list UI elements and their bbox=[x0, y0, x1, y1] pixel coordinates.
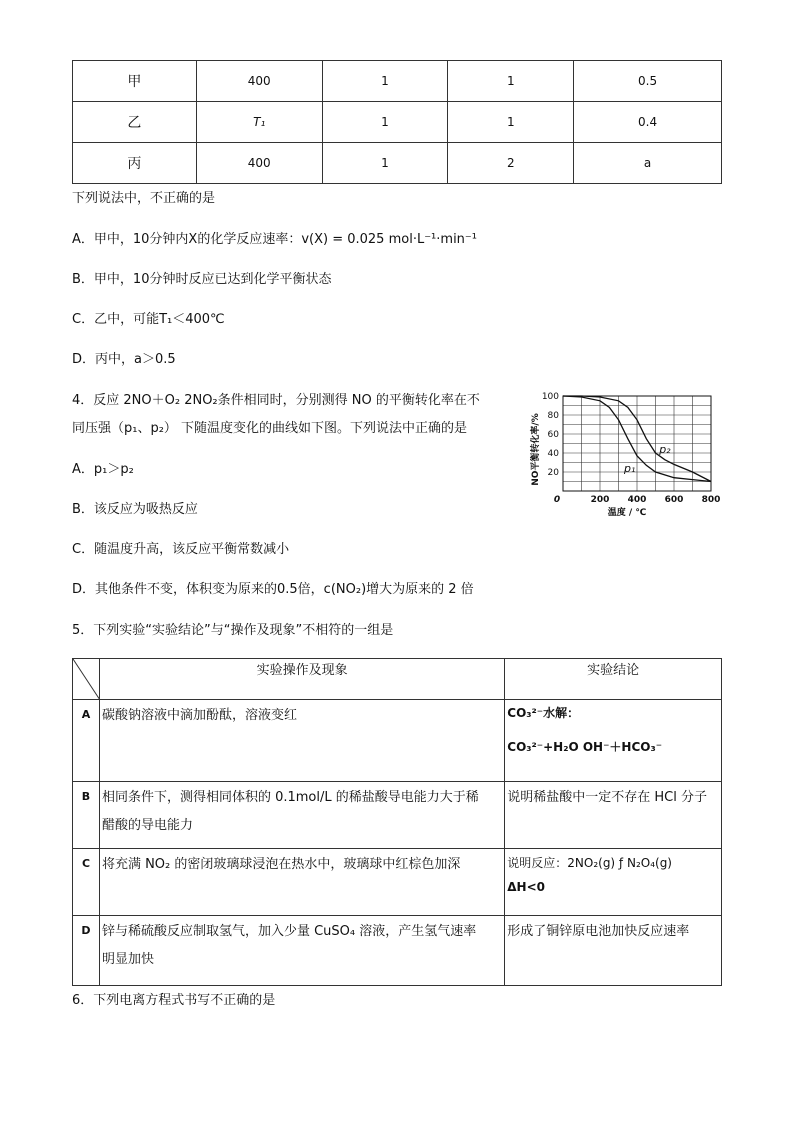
x-tick-label: 0 bbox=[553, 495, 561, 505]
table-row bbox=[73, 849, 722, 916]
operation-text: 碳酸钠溶液中滴加酚酞，溶液变红 bbox=[101, 708, 297, 723]
q5-stem: 5．下列实验“实验结论”与“操作及现象”不相符的一组是 bbox=[72, 623, 394, 638]
table-cell: 1 bbox=[448, 102, 574, 143]
operation-text: 锌与稀硫酸反应制取氢气，加入少量 CuSO₄ 溶液，产生氢气速率 bbox=[101, 924, 477, 939]
x-tick-label: 200 bbox=[590, 495, 610, 505]
q4-option-b: B．该反应为吸热反应 bbox=[72, 502, 198, 517]
operation-cell bbox=[99, 849, 504, 916]
data-table-1 bbox=[72, 60, 722, 184]
series-label: p₂ bbox=[659, 443, 671, 456]
q4-option-c: C．随温度升高，该反应平衡常数减小 bbox=[72, 542, 290, 557]
q3-option-d: D．丙中，a＞0.5 bbox=[72, 352, 176, 367]
conversion-chart bbox=[528, 388, 728, 523]
table-cell: a bbox=[574, 143, 722, 184]
y-tick-label: 60 bbox=[547, 430, 559, 440]
q4-option-a: A．p₁＞p₂ bbox=[72, 462, 134, 477]
table-cell: 甲 bbox=[73, 61, 197, 102]
operation-cell bbox=[99, 916, 504, 986]
table-cell: 0.5 bbox=[574, 61, 722, 102]
q4-stem-line2: 同压强（p₁、p₂） 下随温度变化的曲线如下图。下列说法中正确的是 bbox=[72, 421, 468, 436]
conclusion-text: CO₃²⁻水解： bbox=[507, 706, 580, 720]
y-tick-label: 100 bbox=[541, 392, 559, 402]
q3-option-b: B．甲中，10分钟时反应已达到化学平衡状态 bbox=[72, 272, 332, 287]
table-row bbox=[73, 916, 722, 986]
conclusion-text: 说明稀盐酸中一定不存在 HCl 分子 bbox=[507, 790, 707, 805]
row-label: D bbox=[73, 916, 100, 986]
operation-text: 明显加快 bbox=[101, 952, 154, 967]
operation-text: 相同条件下，测得相同体积的 0.1mol/L 的稀盐酸导电能力大于稀 bbox=[101, 790, 479, 805]
diagonal-line bbox=[73, 659, 100, 700]
x-tick-label: 400 bbox=[627, 495, 647, 505]
conclusion-text: ΔH<0 bbox=[507, 880, 545, 894]
diagonal-header-cell bbox=[73, 659, 100, 700]
series-label: p₁ bbox=[624, 462, 636, 475]
header-operation: 实验操作及现象 bbox=[99, 659, 504, 700]
experiment-table bbox=[72, 658, 722, 986]
y-axis-label: NO平衡转化率/% bbox=[531, 413, 541, 486]
table-cell: 1 bbox=[322, 61, 448, 102]
y-tick-label: 40 bbox=[547, 449, 559, 459]
table-cell: 1 bbox=[322, 102, 448, 143]
row-label: B bbox=[73, 782, 100, 849]
table-cell: 丙 bbox=[73, 143, 197, 184]
table-row bbox=[73, 700, 722, 782]
table-header-row bbox=[73, 659, 722, 700]
operation-cell bbox=[99, 700, 504, 782]
x-axis-label: 温度 / ℃ bbox=[607, 508, 647, 518]
table-row bbox=[73, 782, 722, 849]
q4-option-d: D．其他条件不变，体积变为原来的0.5倍，c(NO₂)增大为原来的 2 倍 bbox=[72, 582, 474, 597]
table-cell: 乙 bbox=[73, 102, 197, 143]
table-cell: 0.4 bbox=[574, 102, 722, 143]
x-tick-label: 800 bbox=[701, 495, 721, 505]
table-row bbox=[73, 61, 722, 102]
q4-stem-line1: 4．反应 2NO＋O₂ 2NO₂条件相同时，分别测得 NO 的平衡转化率在不 bbox=[72, 393, 480, 408]
operation-text: 醋酸的导电能力 bbox=[101, 818, 193, 833]
q6-stem: 6．下列电离方程式书写不正确的是 bbox=[72, 993, 276, 1008]
row-label: C bbox=[73, 849, 100, 916]
conclusion-cell bbox=[505, 700, 722, 782]
operation-text: 将充满 NO₂ 的密闭玻璃球浸泡在热水中，玻璃球中红棕色加深 bbox=[101, 857, 461, 872]
row-label: A bbox=[73, 700, 100, 782]
conclusion-text: CO₃²⁻+H₂O OH⁻＋HCO₃⁻ bbox=[507, 740, 663, 754]
y-tick-label: 80 bbox=[547, 411, 559, 421]
x-tick-label: 600 bbox=[664, 495, 684, 505]
q3-option-a: A．甲中，10分钟内X的化学反应速率：v(X) = 0.025 mol·L⁻¹·min⁻¹ bbox=[72, 232, 477, 247]
conclusion-cell bbox=[505, 782, 722, 849]
table-cell: 1 bbox=[322, 143, 448, 184]
table-cell: 2 bbox=[448, 143, 574, 184]
q3-stem: 下列说法中，不正确的是 bbox=[72, 191, 216, 206]
operation-cell bbox=[99, 782, 504, 849]
table-row bbox=[73, 102, 722, 143]
q3-option-c: C．乙中，可能T₁＜400℃ bbox=[72, 312, 225, 327]
conclusion-text: 说明反应：2NO₂(g) ƒ N₂O₄(g) bbox=[507, 856, 672, 870]
table-cell: 1 bbox=[448, 61, 574, 102]
chart-svg bbox=[528, 388, 728, 523]
table-cell: T₁ bbox=[196, 102, 322, 143]
conclusion-cell bbox=[505, 849, 722, 916]
table-row bbox=[73, 143, 722, 184]
y-tick-label: 20 bbox=[547, 468, 559, 478]
table-cell: 400 bbox=[196, 61, 322, 102]
conclusion-cell bbox=[505, 916, 722, 986]
conclusion-text: 形成了铜锌原电池加快反应速率 bbox=[507, 924, 690, 939]
table-cell: 400 bbox=[196, 143, 322, 184]
header-conclusion: 实验结论 bbox=[505, 659, 722, 700]
